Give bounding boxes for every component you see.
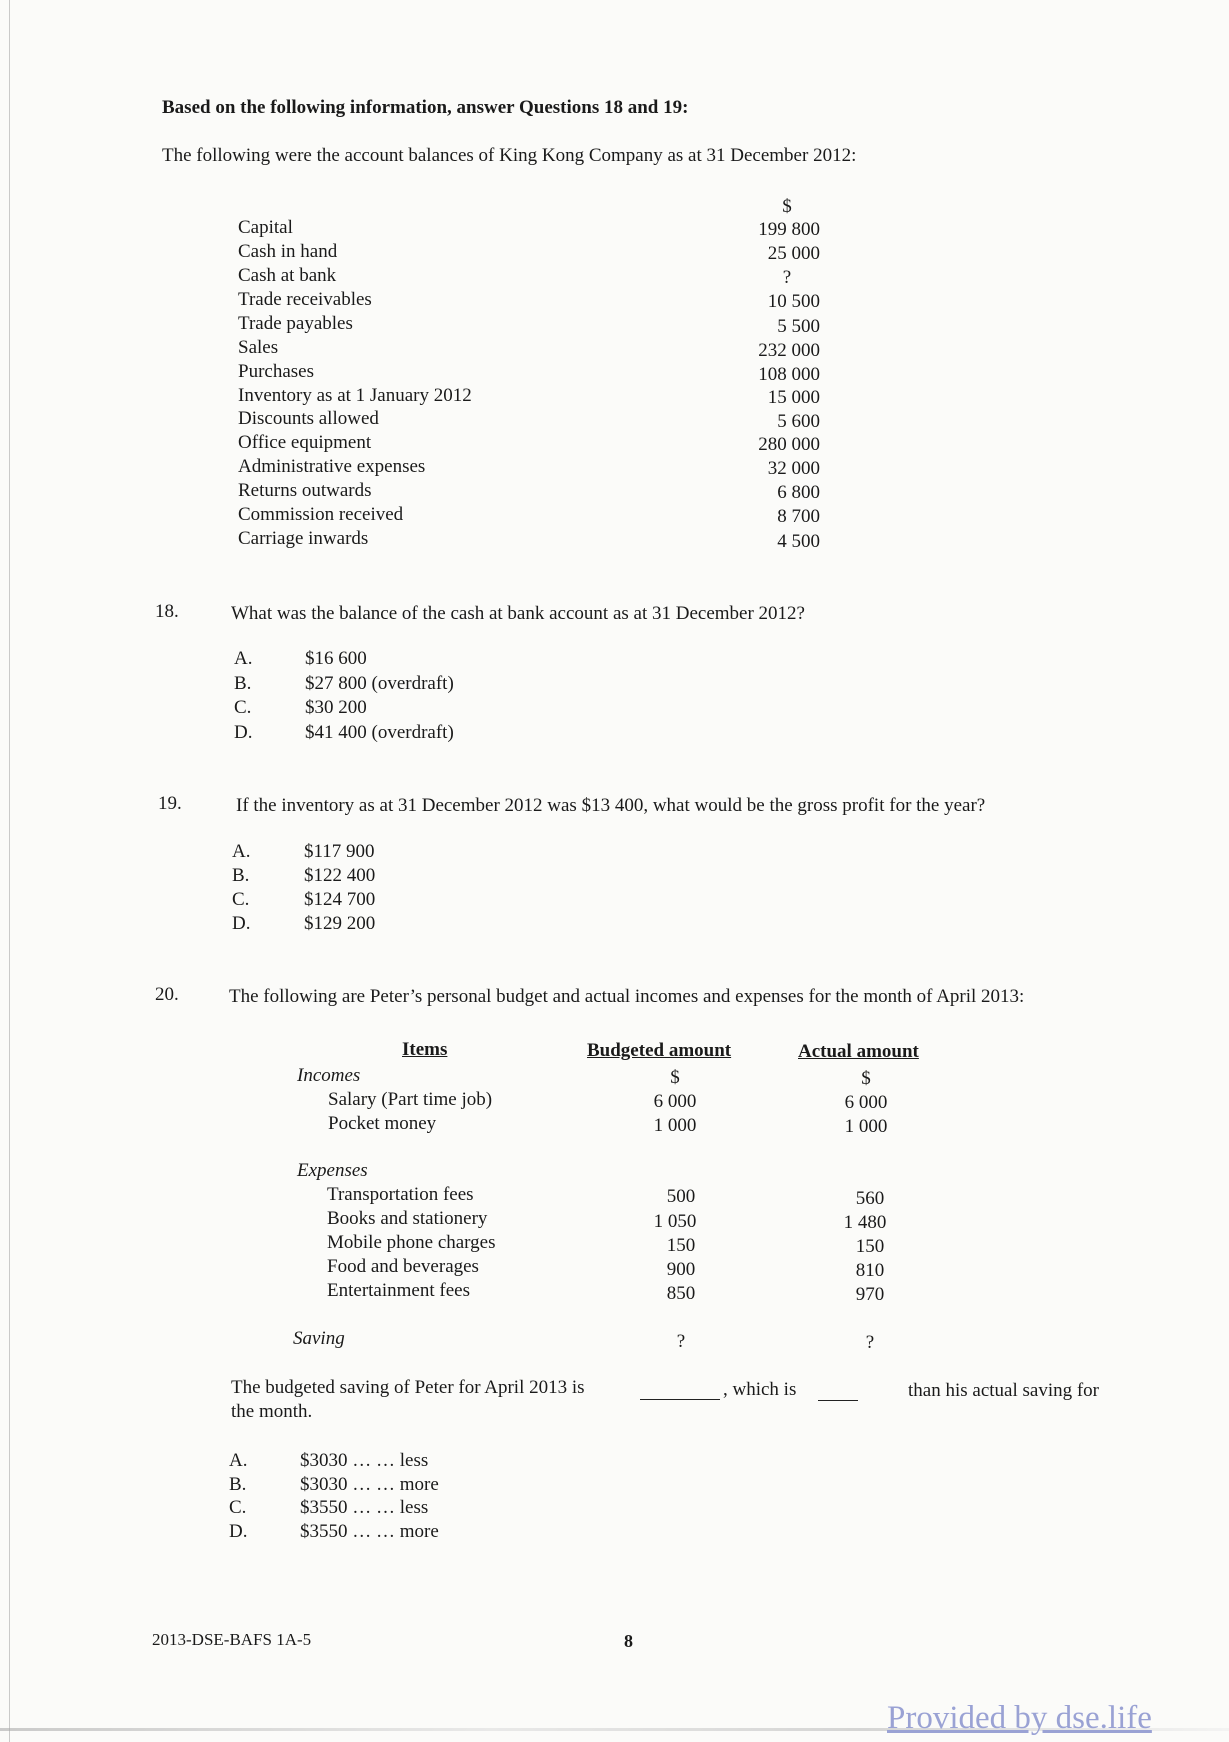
- option-text: $117 900: [304, 841, 375, 862]
- statement-part1: The budgeted saving of Peter for April 2013 is: [231, 1377, 585, 1398]
- statement-part4: the month.: [231, 1401, 313, 1422]
- expense-budgeted: 1 050: [653, 1211, 697, 1232]
- expense-actual: 560: [855, 1188, 885, 1209]
- balance-label: Commission received: [238, 504, 404, 525]
- balance-amount: 4 500: [777, 531, 820, 552]
- question-number: 18.: [155, 601, 179, 622]
- option-text: $27 800 (overdraft): [305, 673, 454, 694]
- option-text: $16 600: [305, 648, 367, 669]
- balance-label: Administrative expenses: [238, 456, 426, 477]
- expense-label: Books and stationery: [327, 1208, 488, 1229]
- section-intro: Based on the following information, answer Questions 18 and 19:: [162, 97, 689, 118]
- balance-amount: 5 500: [777, 316, 820, 337]
- option-letter: A.: [232, 841, 251, 862]
- option-text: $3550 … … less: [300, 1497, 429, 1518]
- expenses-label: Expenses: [297, 1160, 368, 1181]
- balance-label: Sales: [238, 337, 279, 358]
- answer-blank-2: [818, 1386, 858, 1401]
- balance-amount: 15 000: [767, 387, 820, 408]
- balance-label: Discounts allowed: [238, 408, 379, 429]
- expense-actual: 150: [855, 1236, 885, 1257]
- saving-actual: ?: [865, 1332, 875, 1353]
- option-letter: D.: [229, 1521, 248, 1542]
- expense-actual: 1 480: [843, 1212, 887, 1233]
- balances-intro: The following were the account balances of King Kong Company as at 31 December 2012:: [162, 145, 857, 166]
- income-label: Pocket money: [328, 1113, 437, 1134]
- question-number: 19.: [158, 793, 182, 814]
- expense-budgeted: 850: [666, 1283, 696, 1304]
- header-actual: Actual amount: [798, 1041, 919, 1062]
- saving-budgeted: ?: [676, 1331, 686, 1352]
- balance-label: Carriage inwards: [238, 528, 369, 549]
- expense-label: Mobile phone charges: [327, 1232, 496, 1253]
- option-letter: D.: [234, 722, 253, 743]
- scan-edge-line: [9, 0, 10, 1742]
- option-letter: A.: [229, 1450, 248, 1471]
- incomes-label: Incomes: [297, 1065, 361, 1086]
- option-letter: D.: [232, 913, 251, 934]
- balance-amount: 280 000: [758, 434, 820, 455]
- expense-actual: 810: [855, 1260, 885, 1281]
- question-text: If the inventory as at 31 December 2012 was $13 400, what would be the gross profit for the year?: [236, 795, 986, 816]
- answer-blank-1: [640, 1385, 720, 1400]
- option-letter: C.: [229, 1497, 247, 1518]
- option-letter: B.: [229, 1474, 247, 1495]
- income-budgeted: 1 000: [653, 1115, 697, 1136]
- balance-label: Inventory as at 1 January 2012: [238, 385, 472, 406]
- balance-amount: 232 000: [758, 340, 820, 361]
- saving-label: Saving: [293, 1328, 345, 1349]
- option-letter: C.: [232, 889, 250, 910]
- option-letter: C.: [234, 697, 252, 718]
- expense-label: Transportation fees: [327, 1184, 474, 1205]
- option-text: $129 200: [304, 913, 376, 934]
- expense-budgeted: 500: [666, 1186, 696, 1207]
- actual-currency: $: [861, 1068, 871, 1089]
- option-text: $3550 … … more: [300, 1521, 439, 1542]
- balance-label: Trade payables: [238, 313, 353, 334]
- balance-amount: 25 000: [767, 243, 820, 264]
- balances-currency: $: [782, 196, 792, 217]
- option-text: $41 400 (overdraft): [305, 722, 454, 743]
- balance-amount: 10 500: [767, 291, 820, 312]
- balance-amount: 6 800: [777, 482, 820, 503]
- balance-amount: 32 000: [767, 458, 820, 479]
- budgeted-currency: $: [670, 1067, 680, 1088]
- balance-label: Capital: [238, 217, 293, 238]
- question-number: 20.: [155, 984, 179, 1005]
- option-text: $124 700: [304, 889, 376, 910]
- balance-label: Cash at bank: [238, 265, 337, 286]
- balance-amount: 199 800: [758, 219, 820, 240]
- header-items: Items: [402, 1039, 448, 1060]
- balance-amount: ?: [782, 267, 792, 288]
- option-letter: B.: [234, 673, 252, 694]
- expense-budgeted: 150: [666, 1235, 696, 1256]
- watermark-link[interactable]: Provided by dse.life: [887, 1700, 1152, 1736]
- balance-amount: 108 000: [758, 364, 820, 385]
- page-number: 8: [624, 1631, 633, 1651]
- balance-amount: 8 700: [777, 506, 820, 527]
- income-actual: 1 000: [844, 1116, 888, 1137]
- option-text: $122 400: [304, 865, 376, 886]
- balance-label: Purchases: [238, 361, 314, 382]
- option-text: $3030 … … less: [300, 1450, 429, 1471]
- expense-budgeted: 900: [666, 1259, 696, 1280]
- option-letter: A.: [234, 648, 253, 669]
- option-text: $3030 … … more: [300, 1474, 439, 1495]
- exam-code: 2013-DSE-BAFS 1A-5: [152, 1630, 312, 1649]
- balance-amount: 5 600: [777, 411, 820, 432]
- income-actual: 6 000: [844, 1092, 888, 1113]
- expense-actual: 970: [855, 1284, 885, 1305]
- option-letter: B.: [232, 865, 250, 886]
- income-label: Salary (Part time job): [328, 1089, 493, 1110]
- balance-label: Cash in hand: [238, 241, 338, 262]
- question-text: What was the balance of the cash at bank account as at 31 December 2012?: [231, 603, 805, 624]
- header-budgeted: Budgeted amount: [587, 1040, 732, 1061]
- statement-part2: , which is: [723, 1379, 797, 1400]
- balance-label: Office equipment: [238, 432, 372, 453]
- expense-label: Food and beverages: [327, 1256, 479, 1277]
- question-text: The following are Peter’s personal budget and actual incomes and expenses for the month of April 2013:: [229, 986, 1025, 1007]
- option-text: $30 200: [305, 697, 367, 718]
- statement-part3: than his actual saving for: [908, 1380, 1100, 1401]
- balance-label: Trade receivables: [238, 289, 372, 310]
- expense-label: Entertainment fees: [327, 1280, 470, 1301]
- income-budgeted: 6 000: [653, 1091, 697, 1112]
- balance-label: Returns outwards: [238, 480, 372, 501]
